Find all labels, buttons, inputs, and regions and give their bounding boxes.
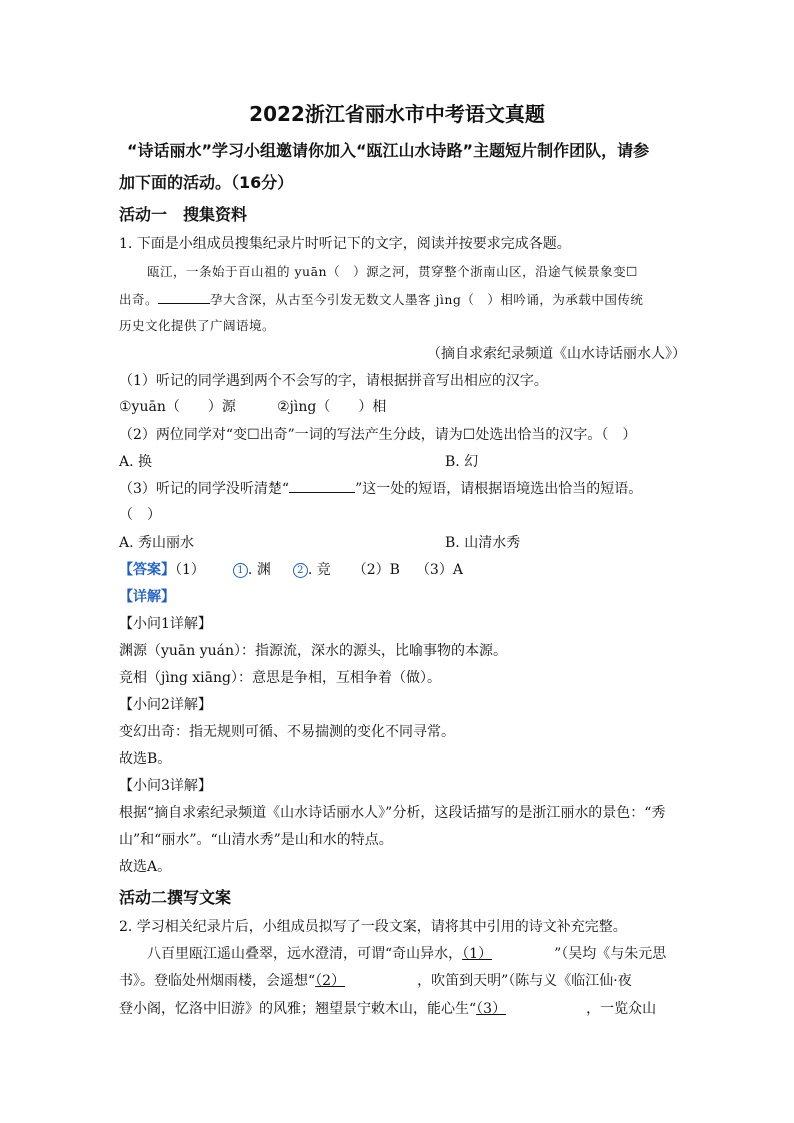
sub-question-2-option-b: B. 幻 [445, 454, 479, 470]
fill-blank-3-label: （3） [476, 1001, 507, 1017]
activity1-heading: 活动一 搜集资料 [119, 205, 248, 224]
passage-line-3-start: 登小阁，忆洛中旧游》的风雅；翘望景宁敕木山，能心生“ [119, 1001, 477, 1017]
source-citation: （摘自求索纪录频道《山水诗话丽水人》） [427, 346, 686, 362]
sub-explain-3-heading: 【小问3详解】 [119, 778, 212, 794]
passage-line-2-start: 书》。登临处州烟雨楼，会遥想“ [119, 973, 316, 989]
sub-explain-3-line-2: 山”和“丽水”。“山清水秀”是山和水的特点。 [119, 832, 393, 848]
intro-line-1: “诗话丽水”学习小组邀请你加入“瓯江山水诗路”主题短片制作团队，请参 [127, 141, 650, 160]
sub-question-2: （2）两位同学对“变☐出奇”一词的写法产生分歧，请为☐处选出恰当的汉字。（ ） [119, 427, 637, 443]
sub-explain-3-line-1: 根据“摘自求索纪录频道《山水诗话丽水人》”分析，这段话描写的是浙江丽水的景色：“秀 [119, 805, 666, 821]
circled-number-2: 2 [293, 563, 308, 578]
handwritten-line-2-rest: 孕大含深，从古至今引发无数文人墨客 jìng（ ）相吟诵，为承载中国传统 [210, 292, 644, 307]
intro-line-2: 加下面的活动。（16分） [119, 173, 294, 192]
sub-explain-2-line-1: 变幻出奇：指无规则可循、不易揣测的变化不同寻常。 [119, 724, 455, 740]
passage-line-2-end: ，吹笛到天明”（陈与义《临江仙·夜 [417, 973, 632, 989]
answer-part-1: （1） [175, 562, 205, 578]
handwritten-blank [158, 303, 210, 304]
sub-question-3-option-a: A. 秀山丽水 [119, 535, 195, 551]
passage-line-2 [119, 970, 632, 990]
sub-question-3-option-b: B. 山清水秀 [445, 535, 521, 551]
passage-line-1-start: 八百里瓯江遥山叠翠，远水澄清，可谓“奇山异水， [147, 946, 463, 962]
passage-line-1 [147, 943, 666, 963]
sub-question-1: （1）听记的同学遇到两个不会写的字，请根据拼音写出相应的汉字。 [119, 373, 548, 389]
sub-question-2-option-a: A. 换 [119, 454, 153, 470]
fill-blank-2 [315, 973, 417, 989]
handwritten-line-2 [119, 290, 643, 308]
sub-explain-3-line-3: 故选A。 [119, 859, 172, 875]
circled-number-1: 1 [233, 563, 248, 578]
answer-line [119, 559, 463, 579]
answer-value-1: . 渊 [247, 562, 271, 578]
sub-question-3-rest: ”这一处的短语，请根据语境选出恰当的短语。 [355, 481, 643, 497]
passage-line-3-end: ，一览众山 [586, 1001, 657, 1017]
sub-question-3-start: （3）听记的同学没听清楚“ [119, 481, 290, 497]
sub-explain-2-heading: 【小问2详解】 [119, 697, 212, 713]
passage-line-3 [119, 998, 656, 1018]
sub-question-3-paren: （ ） [119, 507, 161, 523]
handwritten-line-1: 瓯江，一条始于百山祖的 yuān（ ）源之河，贯穿整个浙南山区，沿途气候景象变☐ [147, 264, 638, 279]
activity2-heading: 活动二撰写文案 [119, 888, 232, 907]
explain-label: 【详解】 [119, 589, 175, 605]
answer-part-3: （3）A [415, 562, 463, 578]
page-title: 2022浙江省丽水市中考语文真题 [249, 102, 545, 126]
fill-blank-1-label: （1） [462, 946, 493, 962]
sub-question-1-blank-a: ①yuān（ ）源 [119, 399, 236, 415]
handwritten-line-3: 历史文化提供了广阔语境。 [119, 318, 276, 333]
question-2: 2. 学习相关纪录片后，小组成员拟写了一段文案，请将其中引用的诗文补充完整。 [119, 919, 627, 935]
handwritten-line-2-start: 出奇。 [119, 292, 159, 307]
sub-explain-1-line-1: 渊源（yuān yuán）：指源流，深水的源头，比喻事物的本源。 [119, 643, 508, 659]
answer-label: 【答案】 [119, 562, 175, 578]
passage-line-1-end: ”（吴均《与朱元思 [554, 946, 667, 962]
sub-question-3 [119, 478, 642, 498]
answer-value-2: . 竞 [307, 562, 331, 578]
fill-blank-2-label: （2） [315, 973, 346, 989]
fill-blank-3 [476, 1001, 586, 1017]
sub-explain-1-heading: 【小问1详解】 [119, 616, 212, 632]
sub-explain-1-line-2: 竞相（jìng xiāng）：意思是争相，互相争着（做）。 [119, 670, 441, 686]
fill-blank-1 [462, 946, 554, 962]
question-1: 1. 下面是小组成员搜集纪录片时听记下的文字，阅读并按要求完成各题。 [119, 236, 571, 252]
sub-question-3-blank [289, 492, 355, 493]
sub-explain-2-line-2: 故选B。 [119, 751, 172, 767]
answer-part-2: （2）B [352, 562, 400, 578]
sub-question-1-blank-b: ②jìng（ ）相 [277, 399, 387, 415]
